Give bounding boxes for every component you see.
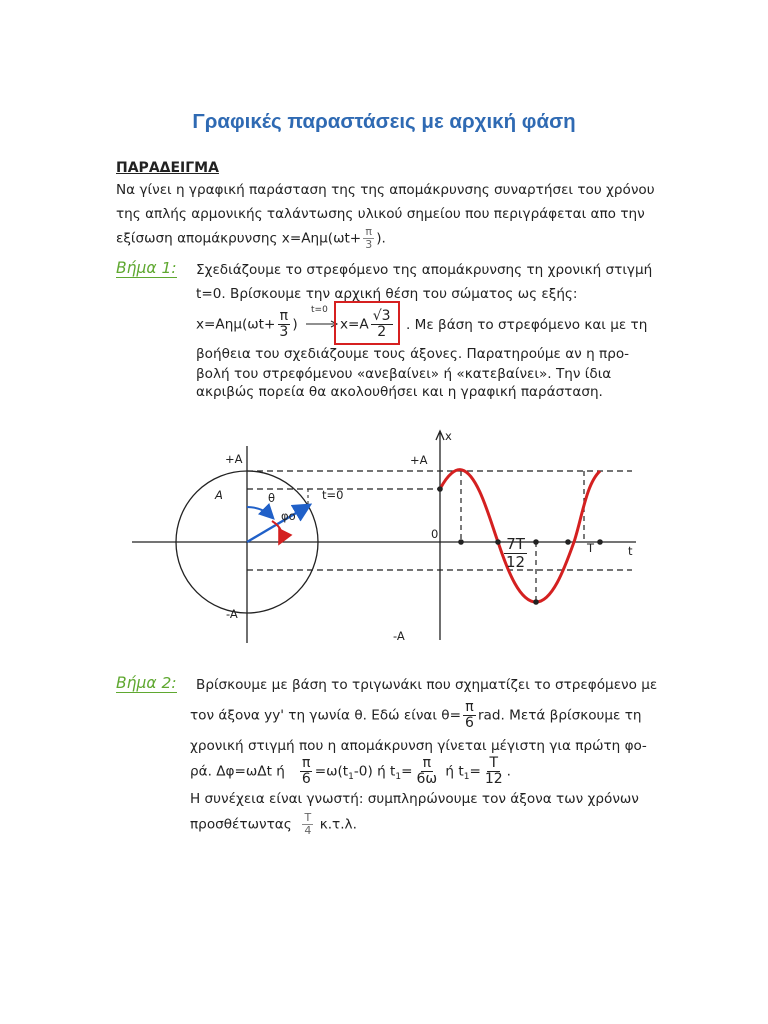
graph-point	[495, 539, 501, 545]
graph-point	[565, 539, 571, 545]
example-heading: ΠΑΡΑΔΕΙΓΜΑ	[116, 160, 219, 176]
intro-line-2: της απλής αρμονικής ταλάντωσης υλικού σημείου που περιγράφεται απο την	[116, 206, 645, 222]
step2-line-2: τον άξονα yy' τη γωνία θ. Εδώ είναι θ= $\frac{\pi}{6}$ rad. Μετά βρίσκουμε τη	[190, 699, 642, 731]
step2-line-5: Η συνέχεια είναι γνωστή: συμπληρώνουμε τον άξονα των χρόνων	[190, 791, 639, 807]
pi-over-6-fraction: $\frac{\pi}{6}$	[465, 699, 474, 731]
radius-label: A	[215, 488, 223, 502]
arrow-t0-label: t=0	[311, 305, 328, 315]
origin-label: 0	[431, 527, 439, 541]
step2-line-4: ρά. Δφ=ωΔt ή $\frac{\pi}{6}$ $=\omega(t_1-0)$ ή $t_1=$ $\frac{\pi}{6\omega}$ ή $t_1=$ $\frac{T}{12}$ .	[190, 755, 511, 787]
sqrt3-over-2-fraction: $\frac{√3}{2}$	[372, 308, 391, 340]
graph-point	[533, 599, 539, 605]
t-axis-label: t	[628, 544, 633, 558]
step1-result: x=A $\frac{√3}{2}$	[340, 308, 391, 340]
t-over-12-fraction: $\frac{T}{12}$	[484, 755, 503, 787]
step1-line-5: βολή του στρεφόμενου «ανεβαίνει» ή «κατεβαίνει». Την ίδια	[196, 366, 612, 382]
seven-t-over-twelve-label: $\frac{7T}{12}$	[506, 535, 526, 571]
intro-line-1: Να γίνει η γραφική παράσταση της της απομάκρυνσης συναρτήσει του χρόνου	[116, 182, 655, 198]
step2-line-3: χρονική στιγμή που η απομάκρυνση γίνεται μέγιστη για πρώτη φο-	[190, 738, 647, 754]
graph-point	[597, 539, 603, 545]
x-axis-label: x	[445, 429, 452, 443]
step1-line-6: ακριβώς πορεία θα ακολουθήσει και η γραφική παράσταση.	[196, 384, 603, 400]
circle-plus-a-label: +A	[225, 452, 243, 466]
step1-line-1: Σχεδιάζουμε το στρεφόμενο της απομάκρυνσης τη χρονική στιγμή	[196, 262, 653, 278]
page-title: Γραφικές παραστάσεις με αρχική φάση	[192, 110, 576, 133]
step2-line-1: Βρίσκουμε με βάση το τριγωνάκι που σχηματίζει το στρεφόμενο με	[196, 677, 658, 693]
pi-over-3-fraction: $\frac{\pi}{3}$	[279, 308, 289, 340]
graph-minus-a-label: -A	[393, 629, 405, 643]
theta-label: θ	[268, 491, 276, 505]
graph-plus-a-label: +A	[410, 453, 428, 467]
pi-over-6omega-fraction: $\frac{\pi}{6\omega}$	[416, 755, 438, 787]
theta-arc	[247, 507, 272, 517]
step1-line-2: t=0. Βρίσκουμε την αρχική θέση του σώματος ως εξής:	[196, 286, 578, 302]
phi0-label: φο	[281, 509, 296, 523]
step1-label: Βήμα 1:	[116, 259, 177, 277]
pi-over-3-fraction: $\frac{\pi}{3}$	[365, 225, 373, 251]
t0-phasor-label: t=0	[322, 488, 344, 502]
circle-minus-a-label: -A	[226, 607, 238, 621]
graph-point	[437, 486, 443, 492]
phi0-arc	[272, 521, 282, 542]
pi-over-6-fraction: $\frac{\pi}{6}$	[301, 755, 311, 787]
intro-line-3: εξίσωση απομάκρυνσης x=Aημ(ωt+ $\frac{\pi}{3}$ ).	[116, 225, 386, 251]
step1-line-3-suffix: . Με βάση το στρεφόμενο και με τη	[406, 317, 648, 333]
period-label: T	[587, 541, 595, 555]
step1-equation: x=Aημ(ωt+ $\frac{\pi}{3}$ )	[196, 308, 298, 340]
graph-point	[533, 539, 539, 545]
step2-label: Βήμα 2:	[116, 674, 177, 692]
step2-line-6: προσθέτωντας $\frac{T}{4}$ κ.τ.λ.	[190, 811, 357, 837]
step1-line-4: βοήθεια του σχεδιάζουμε τους άξονες. Παρατηρούμε αν η προ-	[196, 346, 630, 362]
graph-point	[458, 539, 464, 545]
t-over-4-fraction: $\frac{T}{4}$	[304, 811, 312, 837]
